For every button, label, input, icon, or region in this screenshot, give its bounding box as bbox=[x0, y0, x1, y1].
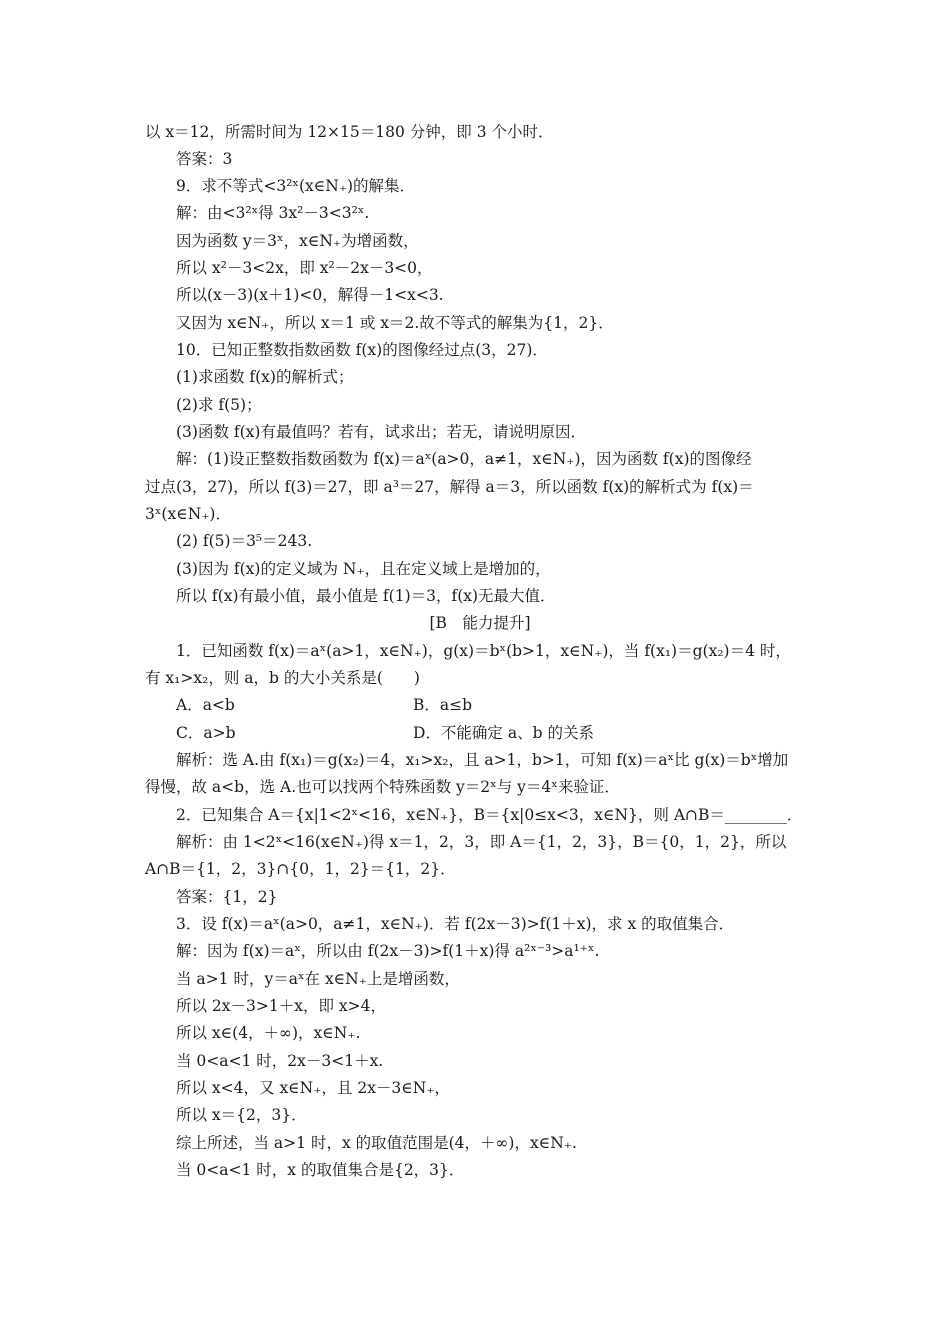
option-a: A．a<b bbox=[176, 696, 235, 714]
answer-line: 答案：{1，2} bbox=[176, 888, 278, 906]
question-b3: 3．设 f(x)＝aˣ(a>0，a≠1，x∈N₊)．若 f(2x－3)>f(1＋x)，求 x 的取值集合． bbox=[176, 915, 735, 933]
text-line: 过点(3，27)，所以 f(3)＝27，即 a³＝27，解得 a＝3，所以函数 f(x)的解析式为 f(x)＝ bbox=[145, 478, 754, 496]
text-line: (2) f(5)＝3⁵＝243. bbox=[176, 532, 313, 550]
text-line: 解析：选 A.由 f(x₁)＝g(x₂)＝4，x₁>x₂，且 a>1，b>1，可知 f(x)＝aˣ比 g(x)＝bˣ增加 bbox=[176, 751, 789, 769]
question-b2: 2．已知集合 A＝{x|1<2ˣ<16，x∈N₊}，B＝{x|0≤x<3，x∈N}，则 A∩B＝________． bbox=[176, 806, 803, 824]
section-heading: [B 能力提升] bbox=[429, 614, 531, 632]
text-line: 解：由<3²ˣ得 3x²－3<3²ˣ. bbox=[176, 204, 370, 222]
text-line: 所以 x²－3<2x，即 x²－2x－3<0， bbox=[176, 259, 433, 277]
option-c: C．a>b bbox=[176, 724, 236, 742]
text-line: 有 x₁>x₂，则 a，b 的大小关系是( ) bbox=[145, 669, 420, 687]
text-line: 以 x＝12，所需时间为 12×15＝180 分钟，即 3 个小时． bbox=[145, 123, 554, 141]
text-line: 3ˣ(x∈N₊)． bbox=[145, 505, 231, 523]
option-b: B．a≤b bbox=[413, 696, 473, 714]
text-line: 当 0<a<1 时，2x－3<1＋x. bbox=[176, 1052, 384, 1070]
question-b1: 1．已知函数 f(x)＝aˣ(a>1，x∈N₊)，g(x)＝bˣ(b>1，x∈N₊)，当 f(x₁)＝g(x₂)＝4 时， bbox=[176, 642, 791, 660]
text-line: 解：(1)设正整数指数函数为 f(x)＝aˣ(a>0，a≠1，x∈N₊)，因为函数 f(x)的图像经 bbox=[176, 450, 752, 468]
question-10: 10．已知正整数指数函数 f(x)的图像经过点(3，27)． bbox=[176, 341, 548, 359]
text-line: 所以 x＝{2，3}． bbox=[176, 1106, 307, 1124]
text-line: 所以 2x－3>1＋x，即 x>4， bbox=[176, 997, 386, 1015]
text-line: A∩B＝{1，2，3}∩{0，1，2}＝{1，2}． bbox=[145, 860, 456, 878]
text-line: 解析：由 1<2ˣ<16(x∈N₊)得 x＝1，2，3，即 A＝{1，2，3}，B＝{0，1，2}，所以 bbox=[176, 833, 787, 851]
option-d: D．不能确定 a、b 的关系 bbox=[413, 724, 594, 742]
text-line: 所以 x∈(4，＋∞)，x∈N₊. bbox=[176, 1024, 361, 1042]
text-line: 当 0<a<1 时，x 的取值集合是{2，3}． bbox=[176, 1161, 465, 1179]
text-line: 所以 f(x)有最小值，最小值是 f(1)＝3，f(x)无最大值． bbox=[176, 587, 556, 605]
text-line: 又因为 x∈N₊，所以 x＝1 或 x＝2.故不等式的解集为{1，2}． bbox=[176, 314, 614, 332]
text-line: 得慢，故 a<b，选 A.也可以找两个特殊函数 y＝2ˣ与 y＝4ˣ来验证． bbox=[145, 778, 620, 796]
text-line: 因为函数 y＝3ˣ，x∈N₊为增函数， bbox=[176, 232, 419, 250]
question-9: 9．求不等式<3²ˣ(x∈N₊)的解集． bbox=[176, 177, 416, 195]
text-line: 解：因为 f(x)＝aˣ，所以由 f(2x－3)>f(1＋x)得 a²ˣ⁻³>a¹⁺ˣ. bbox=[176, 942, 600, 960]
text-line: (2)求 f(5)； bbox=[176, 396, 262, 414]
text-line: (3)因为 f(x)的定义域为 N₊，且在定义域上是增加的， bbox=[176, 560, 551, 578]
text-line: 当 a>1 时，y＝aˣ在 x∈N₊上是增函数， bbox=[176, 970, 460, 988]
text-line: 综上所述，当 a>1 时，x 的取值范围是(4，＋∞)，x∈N₊. bbox=[176, 1134, 577, 1152]
answer-line: 答案：3 bbox=[176, 150, 233, 168]
text-line: 所以 x<4，又 x∈N₊，且 2x－3∈N₊， bbox=[176, 1079, 451, 1097]
text-line: (3)函数 f(x)有最值吗？若有，试求出；若无，请说明原因． bbox=[176, 423, 586, 441]
text-line: 所以(x－3)(x＋1)<0，解得－1<x<3. bbox=[176, 286, 444, 304]
text-line: (1)求函数 f(x)的解析式； bbox=[176, 368, 354, 386]
